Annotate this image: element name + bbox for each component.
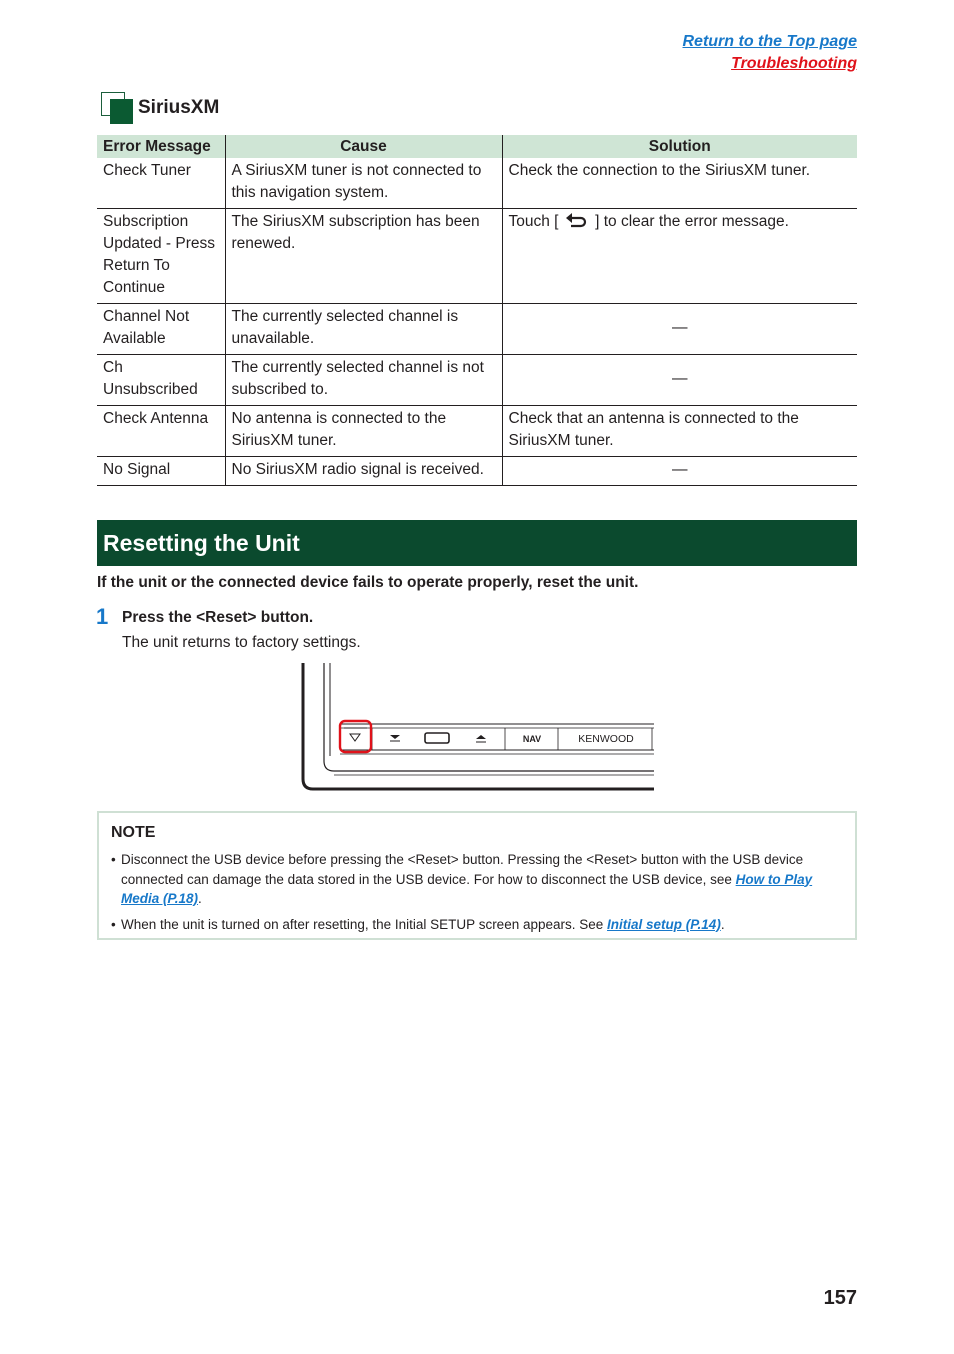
cause-cell: The currently selected channel is not subscribed to. [225, 355, 502, 406]
note-title: NOTE [111, 824, 156, 841]
reset-intro: If the unit or the connected device fails to operate properly, reset the unit. [97, 574, 639, 591]
error-message-cell: Check Tuner [97, 158, 225, 209]
step-title: Press the <Reset> button. [122, 609, 314, 626]
brand-label: KENWOOD [578, 733, 634, 745]
error-message-cell: Subscription Updated - Press Return To Continue [97, 209, 225, 304]
step-description: The unit returns to factory settings. [122, 634, 361, 651]
cause-cell: No antenna is connected to the SiriusXM tuner. [225, 406, 502, 457]
header-solution: Solution [502, 135, 857, 158]
cause-cell: The currently selected channel is unavailable. [225, 304, 502, 355]
error-message-cell: Channel Not Available [97, 304, 225, 355]
top-navigation [682, 31, 857, 75]
note-item [111, 915, 843, 935]
page-number: 157 [823, 1287, 857, 1309]
error-message-cell: No Signal [97, 457, 225, 486]
note-box [97, 811, 857, 940]
troubleshooting-link[interactable]: Troubleshooting [731, 55, 857, 72]
table-row [97, 304, 857, 355]
table-header-row [97, 135, 857, 158]
how-to-play-media-link[interactable]: How to Play Media (P.18) [121, 871, 813, 906]
note-list [111, 850, 843, 934]
solution-text-after: ] to clear the error message. [595, 213, 789, 230]
error-table [97, 135, 857, 486]
cause-cell: The SiriusXM subscription has been renewed. [225, 209, 502, 304]
return-to-top-link[interactable]: Return to the Top page [682, 33, 857, 50]
cause-cell: A SiriusXM tuner is not connected to this navigation system. [225, 158, 502, 209]
cause-cell: No SiriusXM radio signal is received. [225, 457, 502, 486]
solution-cell: — [502, 457, 857, 486]
header-cause: Cause [225, 135, 502, 158]
error-message-cell: Ch Unsubscribed [97, 355, 225, 406]
solution-cell: Check that an antenna is connected to the SiriusXM tuner. [502, 406, 857, 457]
solution-cell [502, 209, 857, 304]
header-error-message: Error Message [97, 135, 225, 158]
nav-label: NAV [522, 734, 542, 744]
step-number: 1 [96, 604, 109, 629]
note-text-end: . [720, 916, 725, 932]
device-illustration [300, 661, 660, 798]
table-row [97, 406, 857, 457]
table-row [97, 158, 857, 209]
solution-cell: — [502, 355, 857, 406]
table-row [97, 209, 857, 304]
note-text: When the unit is turned on after resetting, the Initial SETUP screen appears. See [121, 916, 608, 932]
solution-text-before: Touch [ [508, 213, 559, 230]
solution-cell: — [502, 304, 857, 355]
note-text: Disconnect the USB device before pressing the <Reset> button. Pressing the <Reset> button with the USB device connected can damage the data stored in the USB device. For how to disconnect the USB device, see [121, 852, 804, 887]
section-heading [101, 92, 219, 124]
table-row [97, 457, 857, 486]
section-bookmark-icon [101, 92, 133, 124]
section-title: SiriusXM [138, 97, 220, 118]
resetting-title-band: Resetting the Unit [97, 520, 857, 566]
initial-setup-link[interactable]: Initial setup (P.14) [607, 916, 721, 932]
return-icon [565, 211, 589, 236]
table-row [97, 355, 857, 406]
note-text-end: . [198, 891, 202, 906]
note-item [111, 850, 843, 909]
error-message-cell: Check Antenna [97, 406, 225, 457]
solution-cell: Check the connection to the SiriusXM tuner. [502, 158, 857, 209]
